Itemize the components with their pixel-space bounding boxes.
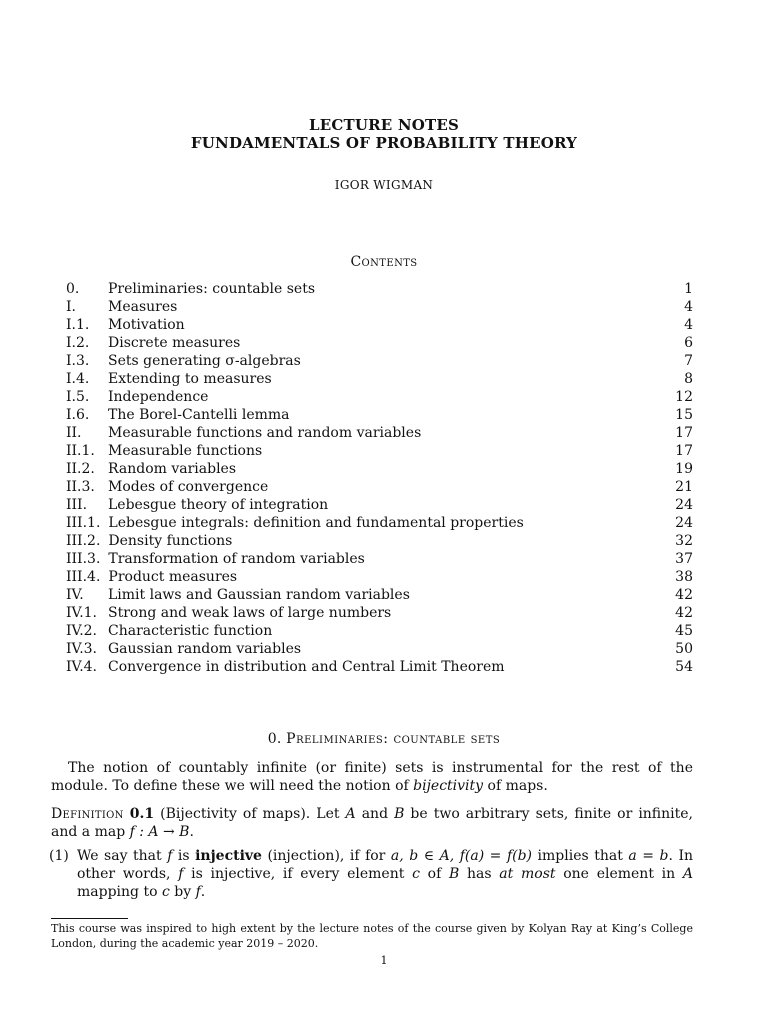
toc-page-number: 7: [684, 353, 693, 369]
toc-row: [66, 460, 693, 478]
toc-title: Discrete measures: [108, 335, 241, 351]
toc-page-number: 4: [684, 317, 693, 333]
toc-title: Preliminaries: countable sets: [108, 281, 316, 297]
toc-title: Product measures: [108, 569, 238, 585]
toc-row: [66, 550, 693, 568]
toc-number: IV.1.: [66, 605, 98, 621]
definition-title: (Bijectivity of maps).: [160, 806, 311, 822]
section-title: Preliminaries: countable sets: [286, 731, 501, 747]
definition-text-2: and: [355, 806, 395, 822]
list-marker: (1): [49, 848, 69, 864]
toc-number: I.4.: [66, 371, 90, 387]
author-name: IGOR WIGMAN: [334, 178, 434, 192]
list-condition: a, b ∈ A, f(a) = f(b): [390, 848, 533, 864]
toc-title: Lebesgue theory of integration: [108, 497, 329, 513]
definition-label: Definition: [51, 806, 124, 822]
list-equality: a = b: [628, 848, 669, 864]
toc-title: Limit laws and Gaussian random variables: [108, 587, 410, 603]
list-text-4: implies that: [532, 848, 629, 864]
toc-number: III.3.: [66, 551, 101, 567]
toc-title: Independence: [108, 389, 209, 405]
definition-text-4: .: [189, 824, 194, 840]
toc-row: [66, 388, 693, 406]
list-at-most: at most: [499, 866, 556, 882]
toc-title: The Borel-Cantelli lemma: [108, 407, 290, 423]
toc-title: Transformation of random variables: [108, 551, 365, 567]
toc-page-number: 42: [675, 605, 693, 621]
toc-page-number: 24: [675, 515, 693, 531]
list-element-c-2: c: [161, 884, 170, 900]
toc-row: [66, 532, 693, 550]
toc-row: [66, 496, 693, 514]
toc-page-number: 42: [675, 587, 693, 603]
toc-title: Gaussian random variables: [108, 641, 302, 657]
toc-title: Random variables: [108, 461, 237, 477]
toc-number: III.1.: [66, 515, 101, 531]
toc-title: Sets generating σ-algebras: [108, 353, 301, 369]
list-set-a: A: [682, 866, 694, 882]
toc-number: II.1.: [66, 443, 95, 459]
toc-title: Lebesgue integrals: definition and fundamental properties: [108, 515, 524, 531]
toc-number: II.2.: [66, 461, 95, 477]
paragraph-emphasis: bijectivity: [413, 778, 484, 794]
list-set-b: B: [449, 866, 460, 882]
title-line-2: FUNDAMENTALS OF PROBABILITY THEORY: [190, 134, 578, 152]
toc-row: [66, 478, 693, 496]
definition-block: [51, 805, 693, 841]
list-text-10: mapping to: [77, 884, 162, 900]
table-of-contents: [66, 280, 693, 676]
list-text-9: one element in: [555, 866, 683, 882]
toc-page-number: 1: [684, 281, 693, 297]
toc-title: Measurable functions and random variables: [108, 425, 422, 441]
toc-number: IV.4.: [66, 659, 98, 675]
toc-row: [66, 568, 693, 586]
toc-row: [66, 352, 693, 370]
toc-number: II.: [66, 425, 82, 441]
list-text-1: We say that: [77, 848, 168, 864]
list-text-8: has: [459, 866, 500, 882]
list-injective-term: injective: [195, 848, 262, 864]
toc-number: III.4.: [66, 569, 101, 585]
toc-row: [66, 424, 693, 442]
toc-title: Extending to measures: [108, 371, 272, 387]
toc-number: II.3.: [66, 479, 95, 495]
toc-number: 0.: [66, 281, 80, 297]
toc-page-number: 19: [675, 461, 693, 477]
list-function-f-2: f: [178, 866, 184, 882]
toc-page-number: 8: [684, 371, 693, 387]
toc-title: Characteristic function: [108, 623, 273, 639]
toc-row: [66, 370, 693, 388]
list-text-5: . In other words,: [77, 848, 693, 882]
toc-page-number: 4: [684, 299, 693, 315]
footnote-text: This course was inspired to high extent by the lecture notes of the course given by Kolyan Ray at King’s College London, during the academic year 2019 – 2020.: [51, 922, 693, 950]
definition-list-item-1: [49, 847, 694, 901]
toc-page-number: 6: [684, 335, 693, 351]
toc-row: [66, 640, 693, 658]
toc-row: [66, 316, 693, 334]
toc-page-number: 21: [675, 479, 693, 495]
toc-page-number: 24: [675, 497, 693, 513]
definition-set-b: B: [394, 806, 405, 822]
toc-row: [66, 334, 693, 352]
toc-title: Measurable functions: [108, 443, 263, 459]
toc-number: III.: [66, 497, 88, 513]
toc-number: IV.: [66, 587, 84, 603]
paragraph-text-2: of maps.: [483, 778, 548, 794]
toc-number: I.5.: [66, 389, 90, 405]
toc-row: [66, 514, 693, 532]
toc-page-number: 38: [675, 569, 693, 585]
definition-number: 0.1: [129, 806, 155, 822]
title-block: [0, 116, 768, 152]
definition-set-a: A: [345, 806, 356, 822]
list-function-f: f: [167, 848, 173, 864]
toc-title: Convergence in distribution and Central Limit Theorem: [108, 659, 505, 675]
list-element-c: c: [412, 866, 420, 882]
toc-page-number: 50: [675, 641, 693, 657]
list-text-12: .: [200, 884, 206, 900]
toc-page-number: 54: [675, 659, 693, 675]
toc-number: IV.3.: [66, 641, 98, 657]
toc-row: [66, 586, 693, 604]
toc-number: I.6.: [66, 407, 90, 423]
paragraph-text-1: The notion of countably infinite (or finite) sets is instrumental for the rest of the module. To define these we will need the notion of: [51, 760, 693, 794]
toc-row: [66, 406, 693, 424]
page-number: 1: [380, 954, 388, 967]
contents-heading: Contents: [350, 254, 418, 270]
intro-paragraph: [51, 759, 693, 795]
toc-number: I.3.: [66, 353, 90, 369]
toc-row: [66, 442, 693, 460]
toc-row: [66, 622, 693, 640]
toc-number: I.1.: [66, 317, 90, 333]
toc-row: [66, 298, 693, 316]
toc-page-number: 32: [675, 533, 693, 549]
toc-title: Measures: [108, 299, 178, 315]
toc-number: I.: [66, 299, 76, 315]
toc-page-number: 15: [675, 407, 693, 423]
list-text-11: by: [169, 884, 196, 900]
definition-text-3: be two arbitrary sets, finite or infinite, and a map: [51, 806, 694, 840]
toc-page-number: 37: [675, 551, 693, 567]
section-heading: [0, 731, 768, 747]
toc-page-number: 17: [675, 425, 693, 441]
toc-row: [66, 604, 693, 622]
list-text-2: is: [172, 848, 196, 864]
definition-text-1: Let: [310, 806, 346, 822]
toc-number: I.2.: [66, 335, 90, 351]
section-number: 0.: [267, 731, 282, 747]
toc-title: Modes of convergence: [108, 479, 269, 495]
toc-title: Density functions: [108, 533, 233, 549]
definition-map: f : A → B: [129, 824, 190, 840]
list-text-6: is injective, if every element: [183, 866, 413, 882]
list-text-3: (injection), if for: [261, 848, 391, 864]
title-line-1: LECTURE NOTES: [308, 116, 460, 134]
toc-page-number: 45: [675, 623, 693, 639]
list-text-7: of: [419, 866, 449, 882]
toc-title: Motivation: [108, 317, 185, 333]
list-function-f-3: f: [195, 884, 201, 900]
footnote-rule: [51, 918, 128, 919]
toc-number: IV.2.: [66, 623, 98, 639]
toc-number: III.2.: [66, 533, 101, 549]
toc-page-number: 17: [675, 443, 693, 459]
toc-page-number: 12: [675, 389, 693, 405]
toc-row: [66, 280, 693, 298]
toc-row: [66, 658, 693, 676]
toc-title: Strong and weak laws of large numbers: [108, 605, 392, 621]
